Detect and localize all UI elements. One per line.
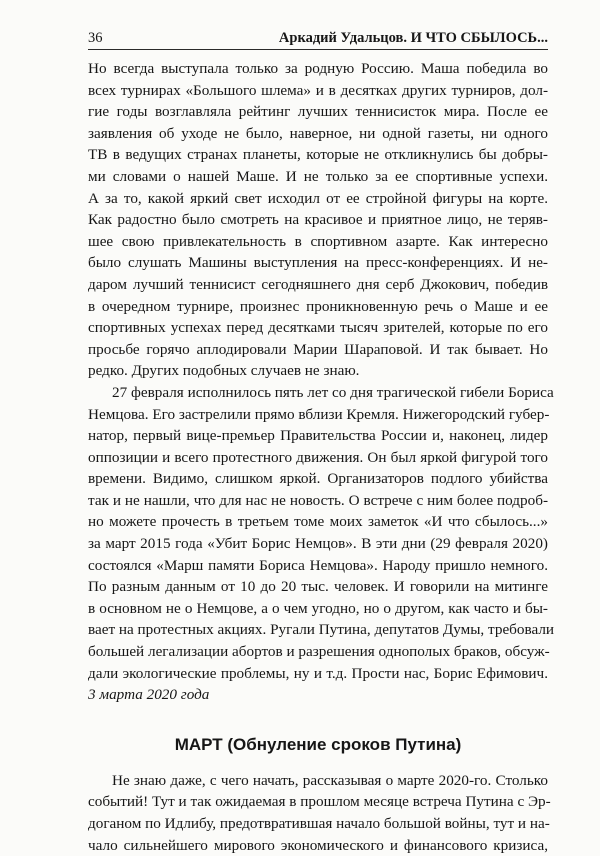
text-line: Немцова. Его застрелили прямо вблизи Кремля. Нижегородский губер- (88, 405, 550, 423)
text-line: чало сильнейшего мирового экономического и финансового кризиса, (88, 836, 548, 854)
text-line: но можете прочесть в третьем томе моих заметок «И что сбылось...» (88, 513, 548, 531)
text-line: большей легализации абортов и разрешения однополых браков, обсуж- (88, 643, 550, 661)
text-line: было слушать Машины выступления на пресс-конференциях. И не- (88, 254, 548, 272)
text-line: ТВ в ведущих странах планеты, которые не откликнулись бы добры- (88, 146, 548, 164)
header-rule (88, 49, 548, 50)
text-line: вает на протестных акциях. Ругали Путина, депутатов Думы, требовали (88, 621, 555, 639)
text-line: А за то, какой яркий свет исходил от ее стройной фигуры на корте. (88, 189, 548, 207)
text-line: даром лучший теннисист сегодняшнего дня серб Джокович, победив (88, 275, 548, 293)
text-line: Не знаю даже, с чего начать, рассказывая о марте 2020-го. Столько (112, 771, 548, 789)
page-number: 36 (88, 30, 103, 46)
page-body (88, 58, 555, 856)
text-line: ми словами о нашей Маше. И не только за ее спортивные успехи. (88, 167, 548, 185)
text-line: заявления об уходе не было, наверное, ни одной газеты, ни одного (88, 124, 548, 142)
text-line: за март 2015 года «Убит Борис Немцов». В эти дни (29 февраля 2020) (88, 535, 548, 553)
paragraph-march (88, 770, 551, 856)
text-line: доганом по Идлибу, предотвратившая начало большой войны, тут и на- (88, 815, 550, 832)
section-title: МАРТ (Обнуление сроков Путина) (174, 734, 462, 754)
text-line: Но всегда выступала только за родную Россию. Маша победила во (88, 60, 548, 77)
text-line: оппозиции и всего протестного движения. Он был яркой фигурой того (88, 448, 548, 466)
text-line: в очередном турнире, произнес проникновенную речь о Маше и ее (88, 297, 548, 315)
text-line: гие годы возглавляла рейтинг лучших теннисисток мира. После ее (88, 103, 548, 121)
text-line: событий! Тут и так ожидаемая в прошлом месяце встреча Путина с Эр- (88, 793, 551, 811)
text-line: редко. Других подобных случаев не знаю. (88, 362, 360, 380)
text-line: всех турнирах «Большого шлема» и в десятках других турниров, дол- (88, 81, 548, 99)
text-line: состоялся «Марш памяти Бориса Немцова». Народу пришло немного. (88, 556, 548, 574)
text-line: 27 февраля исполнилось пять лет со дня трагической гибели Бориса (112, 383, 554, 401)
text-line: в основном не о Немцове, а о чем угодно, но о другом, как часто и бы- (88, 599, 548, 617)
text-line: натор, первый вице-премьер Правительства России и, наконец, лидер (88, 427, 548, 445)
paragraph-sharapova (88, 58, 548, 382)
running-title: Аркадий Удальцов. И ЧТО СБЫЛОСЬ... (278, 30, 548, 46)
date-line: 3 марта 2020 года (88, 686, 210, 704)
text-line: спортивных успехах перед десятками тысяч зрителей, которые по его (88, 319, 548, 337)
text-line: так и не нашли, что для нас не новость. О встрече с ним более подроб- (88, 491, 548, 509)
paragraph-nemtsov (88, 382, 555, 684)
text-line: дали экологические проблемы, ну и т.д. Прости нас, Борис Ефимович. (88, 664, 548, 682)
text-line: времени. Видимо, слишком яркой. Организаторов подлого убийства (88, 470, 548, 488)
text-line: шее свою привлекательность в спортивном азарте. Как интересно (88, 232, 548, 250)
running-header (88, 28, 548, 50)
text-line: просьбе горячо аплодировали Марии Шараповой. И так бывает. Но (88, 340, 548, 358)
text-line: По разным данным от 10 до 20 тыс. человек. И говорили на митинге (88, 578, 548, 596)
text-line: Как радостно было смотреть на красивое и приятное лицо, не теряв- (88, 211, 548, 229)
